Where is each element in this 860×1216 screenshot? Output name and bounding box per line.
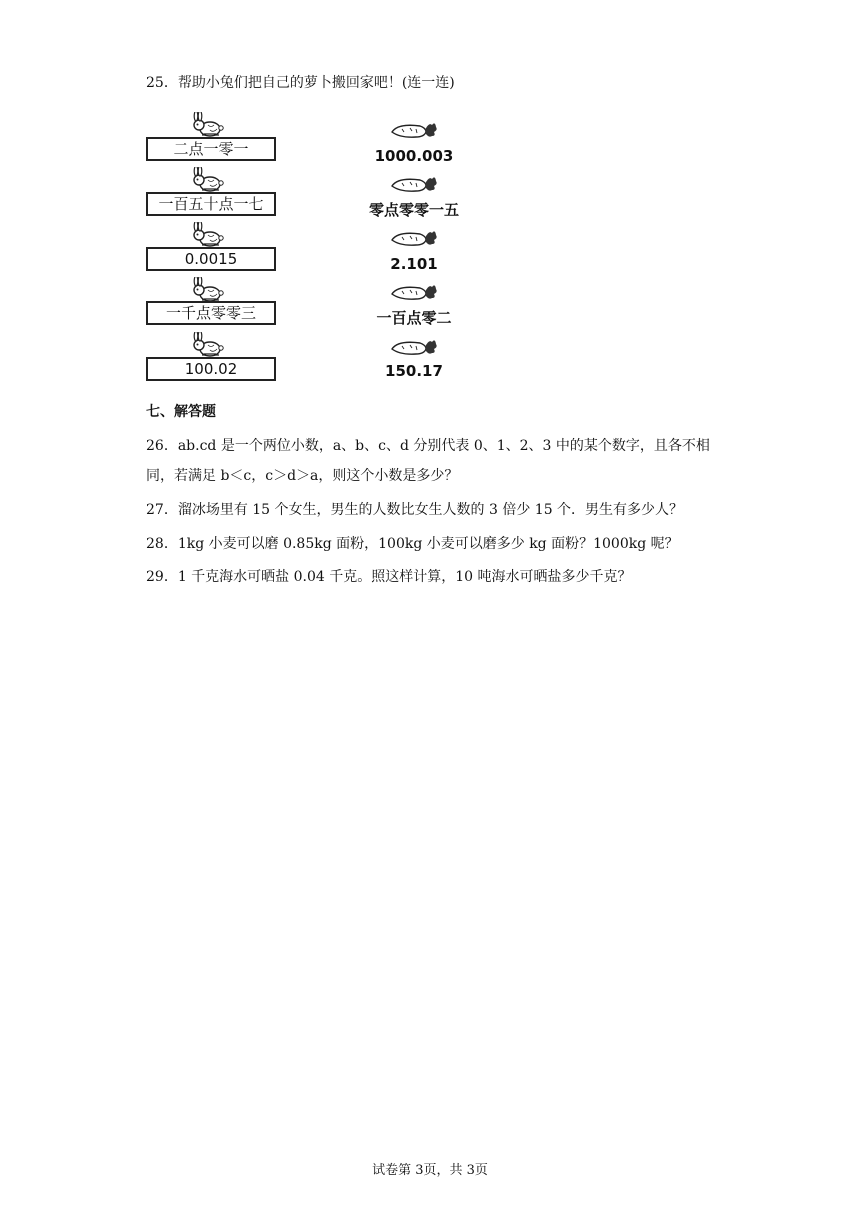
question-25: 25．帮助小兔们把自己的萝卜搬回家吧！(连一连) <box>146 75 455 91</box>
carrot-icon <box>388 172 438 196</box>
carrot-icon <box>388 280 438 304</box>
rabbit-box-2[interactable]: 一百五十点一七 <box>146 192 276 216</box>
rabbit-icon <box>190 167 224 193</box>
rabbit-icon <box>190 277 224 303</box>
question-28: 28．1kg 小麦可以磨 0.85kg 面粉，100kg 小麦可以磨多少 kg 面粉？1000kg 呢？ <box>146 536 679 552</box>
carrot-icon <box>388 118 438 142</box>
rabbit-box-4[interactable]: 一千点零零三 <box>146 301 276 325</box>
carrot-icon <box>388 335 438 359</box>
section-heading: 七、解答题 <box>146 404 216 420</box>
rabbit-box-3[interactable]: 0.0015 <box>146 247 276 271</box>
question-27: 27．溜冰场里有 15 个女生，男生的人数比女生人数的 3 倍少 15 个．男生有多少人？ <box>146 502 684 518</box>
question-29: 29．1 千克海水可晒盐 0.04 千克。照这样计算，10 吨海水可晒盐多少千克？ <box>146 569 632 585</box>
carrot-label-5[interactable]: 150.17 <box>385 362 443 380</box>
rabbit-box-1[interactable]: 二点一零一 <box>146 137 276 161</box>
rabbit-icon <box>190 222 224 248</box>
carrot-label-1[interactable]: 1000.003 <box>374 147 454 165</box>
rabbit-box-5[interactable]: 100.02 <box>146 357 276 381</box>
carrot-icon <box>388 226 438 250</box>
page-footer: 试卷第 3页，共 3页 <box>372 1163 488 1178</box>
rabbit-icon <box>190 112 224 138</box>
carrot-label-3[interactable]: 2.101 <box>390 255 438 273</box>
question-26-line-2: 同，若满足 b＜c，c＞d＞a，则这个小数是多少？ <box>146 468 459 484</box>
carrot-label-4[interactable]: 一百点零二 <box>376 309 452 327</box>
rabbit-icon <box>190 332 224 358</box>
carrot-label-2[interactable]: 零点零零一五 <box>368 201 459 219</box>
question-26-line-1: 26．ab.cd 是一个两位小数，a、b、c、d 分别代表 0、1、2、3 中的某个数字，且各不相 <box>146 438 710 454</box>
